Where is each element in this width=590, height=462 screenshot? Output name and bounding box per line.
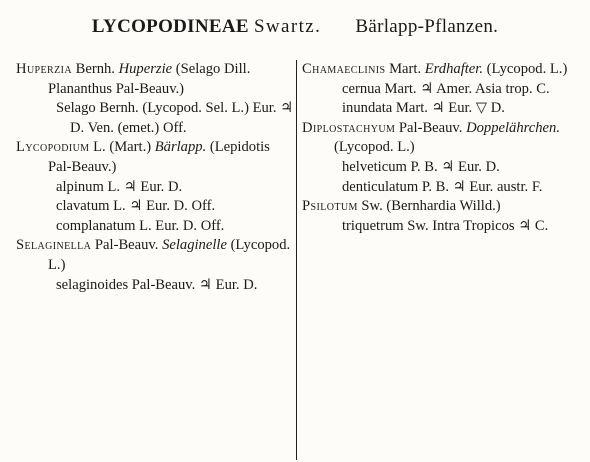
genus-name: Psilotum bbox=[302, 198, 358, 215]
species-entry: triquetrum Sw. Intra Tropicos ♃ C. bbox=[342, 217, 549, 234]
genus-entry bbox=[302, 60, 582, 80]
genus-name: Lycopodium bbox=[16, 139, 90, 156]
species-entry: inundata Mart. ♃ Eur. ▽ D. bbox=[342, 100, 505, 117]
species-entry: selaginoides Pal-Beauv. ♃ Eur. D. bbox=[56, 276, 258, 293]
species-entry: clavatum L. ♃ Eur. D. Off. bbox=[56, 198, 216, 215]
genus-entry bbox=[302, 197, 582, 217]
genus-synonyms: (Selago Dill. Plananthus Pal-Beauv.) bbox=[48, 61, 251, 97]
genus-synonyms: (Lycopod. L.) bbox=[483, 61, 568, 77]
genus-author: Mart. bbox=[385, 61, 425, 77]
species-entry: Selago Bernh. (Lycopod. Sel. L.) Eur. ♃ D. Ven. (emet.) Off. bbox=[56, 100, 294, 136]
genus-author: Pal-Beauv. bbox=[91, 237, 163, 254]
genus-entry bbox=[16, 236, 294, 275]
species-entry: cernua Mart. ♃ Amer. Asia trop. C. bbox=[342, 80, 550, 97]
genus-name: Diplostachyum bbox=[302, 119, 396, 136]
genus-name: Chamaeclinis bbox=[302, 61, 386, 77]
genus-common-name: Doppelährchen. bbox=[466, 119, 560, 136]
genus-synonyms: (Lycopod. L.) bbox=[334, 139, 415, 156]
title-main: LYCOPODINEAE bbox=[91, 16, 249, 37]
genus-common-name: Huperzie bbox=[118, 61, 173, 77]
genus-entry bbox=[16, 60, 294, 99]
genus-common-name: Erdhafter. bbox=[424, 61, 483, 77]
genus-synonyms: (Lepidotis Pal-Beauv.) bbox=[48, 139, 270, 175]
genus-author: Pal-Beauv. bbox=[395, 119, 467, 136]
title-author: Swartz. bbox=[253, 16, 322, 37]
species-entry: helveticum P. B. ♃ Eur. D. bbox=[342, 158, 500, 175]
genus-common-name: Bärlapp. bbox=[154, 139, 207, 156]
page-title bbox=[0, 16, 590, 38]
species-entry: complanatum L. Eur. D. Off. bbox=[56, 217, 225, 234]
genus-name: Selaginella bbox=[16, 237, 92, 254]
left-column bbox=[16, 60, 294, 295]
species-entry: alpinum L. ♃ Eur. D. bbox=[56, 178, 183, 195]
genus-entry bbox=[16, 138, 294, 177]
title-german: Bärlapp-Pflanzen. bbox=[355, 16, 499, 37]
genus-author: Sw. (Bernhardia Willd.) bbox=[357, 198, 501, 215]
genus-common-name: Selaginelle bbox=[162, 237, 227, 254]
right-column bbox=[302, 60, 582, 236]
species-entry: denticulatum P. B. ♃ Eur. austr. F. bbox=[342, 178, 543, 195]
column-divider bbox=[296, 60, 297, 460]
genus-name: Huperzia bbox=[16, 61, 72, 77]
genus-synonyms: (Lycopod. L.) bbox=[48, 237, 291, 273]
genus-entry bbox=[302, 119, 582, 158]
genus-author: L. (Mart.) bbox=[89, 139, 155, 156]
genus-author: Bernh. bbox=[71, 61, 119, 77]
